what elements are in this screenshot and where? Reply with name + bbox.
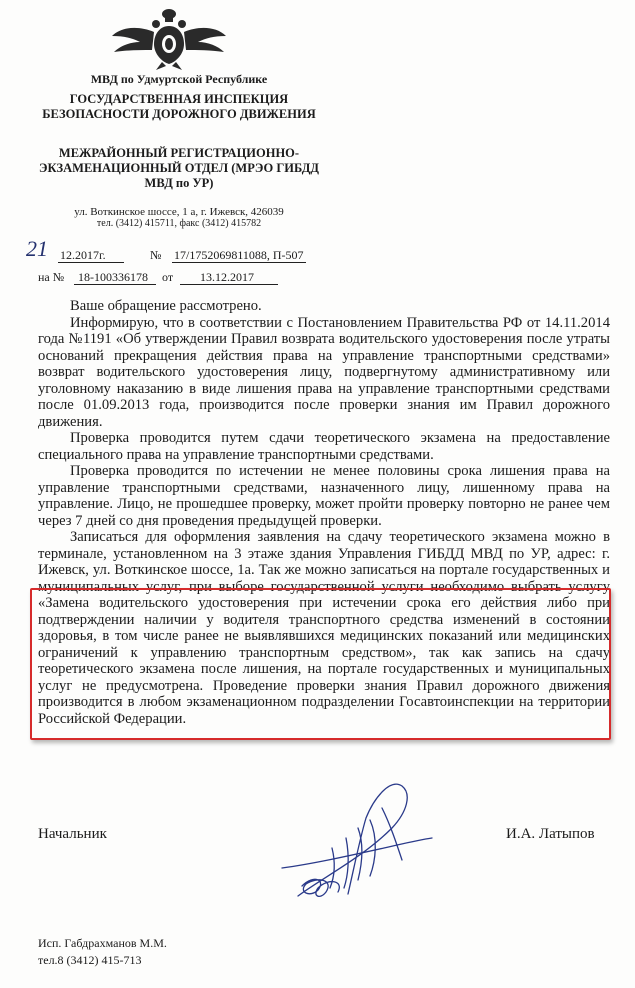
letter-date: 12.2017г. (60, 248, 106, 262)
ref-number: 18-100336178 (78, 270, 148, 284)
ministry-name: МВД по Удмуртской Республике (90, 72, 268, 86)
body-paragraph-2: Информирую, что в соответствии с Постановлением Правительства РФ от 14.11.2014 года №1191 «Об утверждении Правил возврата водительского удостоверения после утраты оснований прекращения действия права на управление транспортными средствами» возврат водительского удостоверения лицу, подвергнутому административному или уголовному наказанию в виде лишения права на управление транспортными средствами после 01.09.2013 года, производится после проверки знания им Правил дорожного движения. (38, 314, 610, 430)
handwritten-signature (262, 768, 452, 918)
body-paragraph-1: Ваше обращение рассмотрено. (70, 298, 262, 314)
department-address: ул. Воткинское шоссе, 1 а, г. Ижевск, 426039 (74, 206, 284, 218)
executor-name: Исп. Габдрахманов М.М. (38, 936, 167, 950)
number-label: № (150, 248, 162, 262)
inspection-name: ГОСУДАРСТВЕННАЯ ИНСПЕКЦИЯ БЕЗОПАСНОСТИ ДОРОЖНОГО ДВИЖЕНИЯ (42, 92, 316, 121)
body-paragraph-5: Записаться для оформления заявления на сдачу теоретического экзамена можно в терминале, установленном на 3 этаже здания Управления ГИБДД МВД по УР, адрес: г. Ижевск, ул. Воткинское шоссе, 1а. Так же можно записаться на портале государственных и муниципальных услуг, при выборе государственной услуги необходимо выбрать услугу «Замена водительского удостоверения при истечении срока его действия либо при подтверждении наличии у водителя транспортного средства изменений в состоянии здоровья, в том числе ранее не выявлявшихся медицинских показаний или медицинских ограничений к управлению транспортным средством», так как запись на сдачу теоретического экзамена после лишения, на портале государственных и муниципальных услуг не предусмотрена. Проведение проверки знания Правил дорожного движения производится в любом экзаменационном подразделении Госавтоинспекции на территории Российской Федерации. (38, 529, 610, 727)
eagle-emblem-icon (110, 8, 228, 70)
body-paragraph-3: Проверка проводится путем сдачи теоретического экзамена на предоставление специального права на управление транспортными средствами. (38, 430, 610, 463)
handwritten-day: 21 (26, 236, 48, 261)
signatory-title: Начальник (38, 826, 107, 842)
department-phones: тел. (3412) 415711, факс (3412) 415782 (96, 218, 262, 229)
ref-date: 13.12.2017 (200, 270, 254, 284)
executor-phone: тел.8 (3412) 415-713 (38, 953, 142, 967)
department-name: МЕЖРАЙОННЫЙ РЕГИСТРАЦИОННО-ЭКЗАМЕНАЦИОННЫЙ ОТДЕЛ (МРЭО ГИБДД МВД по УР) (38, 146, 319, 190)
signatory-name: И.А. Латыпов (506, 826, 595, 842)
ref-label: на № (38, 270, 65, 284)
body-paragraph-4: Проверка проводится по истечении не менее половины срока лишения права на управление транспортными средствами, назначенного лицу, лишенному права на управление. Лицо, не прошедшее проверку, может пройти проверку повторно не ранее чем через 7 дней со дня проведения предыдущей проверки. (38, 463, 610, 529)
from-label: от (162, 270, 174, 284)
highlight-box (30, 588, 611, 740)
letter-number: 17/1752069811088, П-507 (174, 248, 304, 262)
